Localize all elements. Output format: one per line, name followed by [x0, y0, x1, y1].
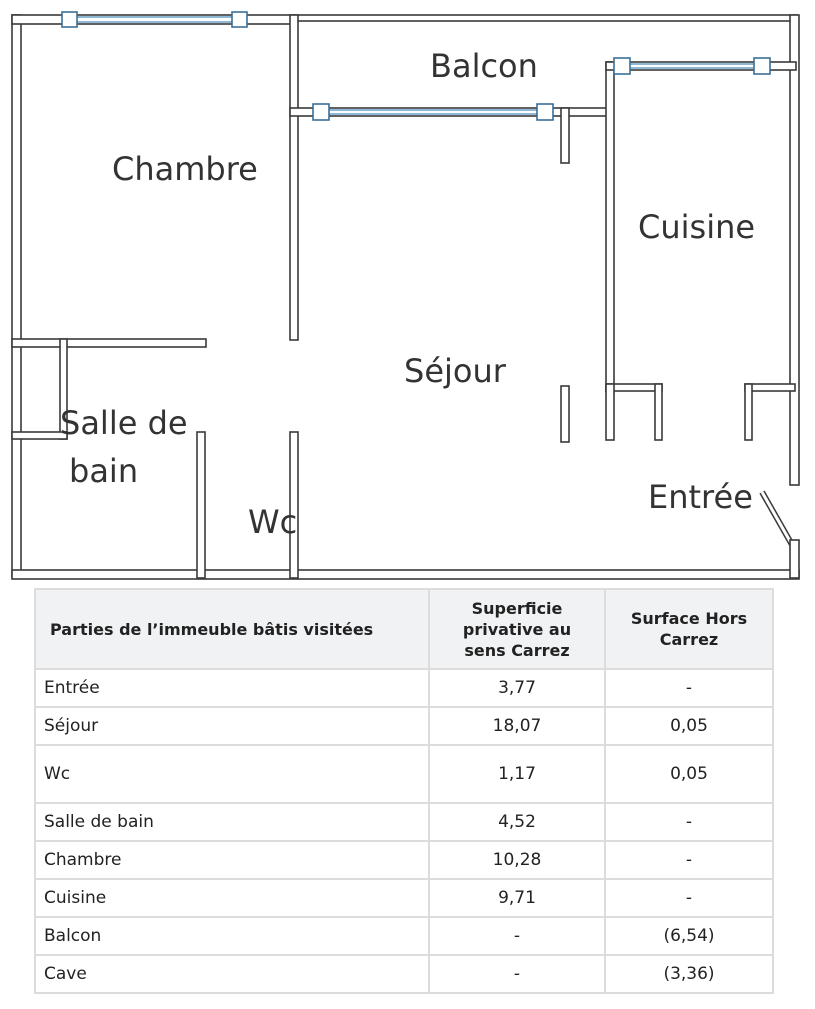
cell-carrez: 9,71 [429, 879, 605, 917]
label-salle-de-bain-2: bain [69, 452, 139, 490]
wall-chambre-bottom [12, 339, 206, 347]
cell-part: Balcon [35, 917, 429, 955]
window-knob [232, 12, 247, 27]
window-knob [754, 58, 770, 74]
cell-hors: 0,05 [605, 707, 773, 745]
area-table [34, 588, 774, 994]
table-row [35, 803, 773, 841]
table-row [35, 917, 773, 955]
cell-part: Salle de bain [35, 803, 429, 841]
table-row [35, 841, 773, 879]
cell-carrez: - [429, 955, 605, 993]
wall-chambre-sejour [290, 15, 298, 340]
table-row [35, 669, 773, 707]
cell-part: Cuisine [35, 879, 429, 917]
cell-carrez: 4,52 [429, 803, 605, 841]
header-carrez [429, 589, 605, 669]
label-chambre: Chambre [112, 150, 258, 188]
wall-sdb-ledge [12, 432, 67, 439]
wall-top-balcon [292, 15, 797, 21]
cell-hors: 0,05 [605, 745, 773, 803]
cell-hors: - [605, 841, 773, 879]
cell-hors: - [605, 879, 773, 917]
table-header-row [35, 589, 773, 669]
cell-part: Chambre [35, 841, 429, 879]
wall-box-left-b [655, 384, 662, 440]
label-wc: Wc [248, 503, 298, 541]
cell-part: Entrée [35, 669, 429, 707]
window-knob [537, 104, 553, 120]
label-balcon: Balcon [430, 47, 538, 85]
wall-box-right-b [745, 384, 752, 440]
table-row [35, 745, 773, 803]
wall-bottom [12, 570, 799, 579]
wall-stub-sejour [561, 386, 569, 442]
cell-hors: (3,36) [605, 955, 773, 993]
cell-carrez: - [429, 917, 605, 955]
wall-cuisine-left [606, 62, 614, 392]
cell-hors: (6,54) [605, 917, 773, 955]
window-knob [614, 58, 630, 74]
header-hors-line: Surface Hors [630, 609, 748, 628]
cell-carrez: 10,28 [429, 841, 605, 879]
wall-left [12, 15, 21, 577]
room-labels [60, 47, 755, 541]
wall-wc-left [197, 432, 205, 578]
table-row [35, 955, 773, 993]
cell-hors: - [605, 669, 773, 707]
header-hors-carrez [605, 589, 773, 669]
header-parties: Parties de l’immeuble bâtis visitées [35, 589, 429, 669]
cell-part: Wc [35, 745, 429, 803]
cell-carrez: 1,17 [429, 745, 605, 803]
label-salle-de-bain-1: Salle de [60, 404, 188, 442]
label-entree: Entrée [648, 478, 753, 516]
table-row [35, 707, 773, 745]
window-knob [313, 104, 329, 120]
cell-part: Séjour [35, 707, 429, 745]
header-carrez-line: sens Carrez [464, 640, 570, 660]
wall-right-lower [790, 540, 799, 578]
window-knob [62, 12, 77, 27]
cell-carrez: 18,07 [429, 707, 605, 745]
cell-part: Cave [35, 955, 429, 993]
table-row [35, 879, 773, 917]
wall-box-left-c [606, 384, 614, 440]
cell-hors: - [605, 803, 773, 841]
label-cuisine: Cuisine [638, 208, 756, 246]
wall-stub-balcon [561, 108, 569, 163]
header-hors-line: Carrez [659, 630, 719, 649]
label-sejour: Séjour [404, 352, 506, 390]
cell-carrez: 3,77 [429, 669, 605, 707]
header-carrez-line: Superficie [471, 598, 563, 618]
wall-right [790, 15, 799, 485]
header-carrez-line: privative au [462, 619, 572, 639]
